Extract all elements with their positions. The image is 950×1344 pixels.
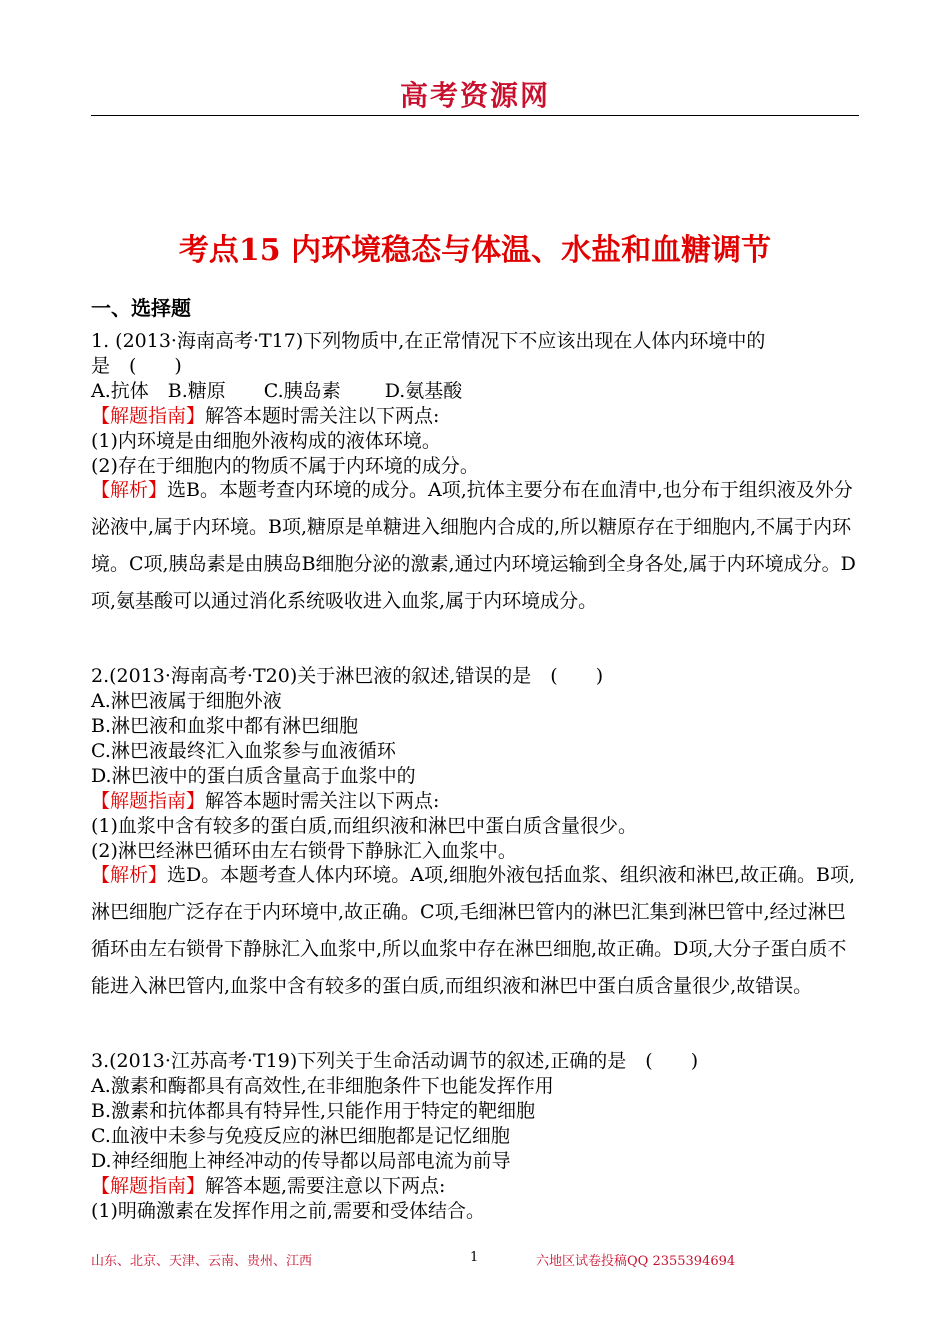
section-heading: 一、选择题 [91, 296, 191, 320]
q1-analysis-label: 【解析】 [91, 479, 168, 501]
q2-stem: 2.(2013·海南高考·T20)关于淋巴液的叙述,错误的是 ( ) [91, 665, 604, 687]
q1-options: A.抗体 B.糖原 C.胰岛素 D.氨基酸 [91, 380, 463, 402]
page-title: 考点15 内环境稳态与体温、水盐和血糖调节 [178, 233, 772, 268]
q2-point1: (1)血浆中含有较多的蛋白质,而组织液和淋巴中蛋白质含量很少。 [91, 815, 637, 837]
q2-option-c: C.淋巴液最终汇入血浆参与血液循环 [91, 740, 396, 762]
header-rule [91, 115, 859, 116]
q1-analysis [91, 472, 861, 620]
q1-analysis-text: 选B。本题考查内环境的成分。A项,抗体主要分布在血清中,也分布于组织液及外分泌液中,属于内环境。B项,糖原是单糖进入细胞内合成的,所以糖原存在于细胞内,不属于内环境。C项,胰岛素是由胰岛B细胞分泌的激素,通过内环境运输到全身各处,属于内环境成分。D项,氨基酸可以通过消化系统吸收进入血浆,属于内环境成分。 [91, 479, 856, 612]
q2-guide-text: 解答本题时需关注以下两点: [205, 790, 440, 812]
q1-point1: (1)内环境是由细胞外液构成的液体环境。 [91, 430, 441, 452]
q1-stem-line1: 1. (2013·海南高考·T17)下列物质中,在正常情况下不应该出现在人体内环境中的 [91, 330, 766, 352]
q2-point2: (2)淋巴经淋巴循环由左右锁骨下静脉汇入血浆中。 [91, 840, 517, 862]
q3-guide-label: 【解题指南】 [91, 1175, 206, 1197]
q2-guide [91, 792, 439, 811]
q2-analysis-text: 选D。本题考查人体内环境。A项,细胞外液包括血浆、组织液和淋巴,故正确。B项,淋巴细胞广泛存在于内环境中,故正确。C项,毛细淋巴管内的淋巴汇集到淋巴管中,经过淋巴循环由左右锁骨下静脉汇入血浆中,所以血浆中存在淋巴细胞,故正确。D项,大分子蛋白质不能进入淋巴管内,血浆中含有较多的蛋白质,而组织液和淋巴中蛋白质含量很少,故错误。 [91, 864, 856, 997]
q3-option-c: C.血液中未参与免疫反应的淋巴细胞都是记忆细胞 [91, 1125, 510, 1147]
q3-option-d: D.神经细胞上神经冲动的传导都以局部电流为前导 [91, 1150, 511, 1172]
footer-contact: 六地区试卷投稿QQ 2355394694 [536, 1254, 736, 1269]
q1-guide-text: 解答本题时需关注以下两点: [205, 405, 440, 427]
q3-option-a: A.激素和酶都具有高效性,在非细胞条件下也能发挥作用 [91, 1075, 554, 1097]
q2-analysis-label: 【解析】 [91, 864, 168, 886]
q3-guide-text: 解答本题,需要注意以下两点: [205, 1175, 446, 1197]
q1-stem-line2: 是 ( ) [91, 355, 182, 377]
q2-option-a: A.淋巴液属于细胞外液 [91, 690, 282, 712]
q2-analysis [91, 857, 861, 1005]
q1-point2: (2)存在于细胞内的物质不属于内环境的成分。 [91, 455, 479, 477]
page-number: 1 [470, 1250, 479, 1265]
q1-guide-label: 【解题指南】 [91, 405, 206, 427]
q1-guide [91, 407, 439, 426]
q3-stem: 3.(2013·江苏高考·T19)下列关于生命活动调节的叙述,正确的是 ( ) [91, 1050, 699, 1072]
q3-guide [91, 1177, 445, 1196]
footer-regions: 山东、北京、天津、云南、贵州、江西 [91, 1254, 313, 1269]
q3-option-b: B.激素和抗体都具有特异性,只能作用于特定的靶细胞 [91, 1100, 536, 1122]
q2-guide-label: 【解题指南】 [91, 790, 206, 812]
header-logo: 高考资源网 [399, 79, 550, 112]
q3-point1: (1)明确激素在发挥作用之前,需要和受体结合。 [91, 1200, 485, 1222]
q2-option-b: B.淋巴液和血浆中都有淋巴细胞 [91, 715, 359, 737]
q2-option-d: D.淋巴液中的蛋白质含量高于血浆中的 [91, 765, 416, 787]
